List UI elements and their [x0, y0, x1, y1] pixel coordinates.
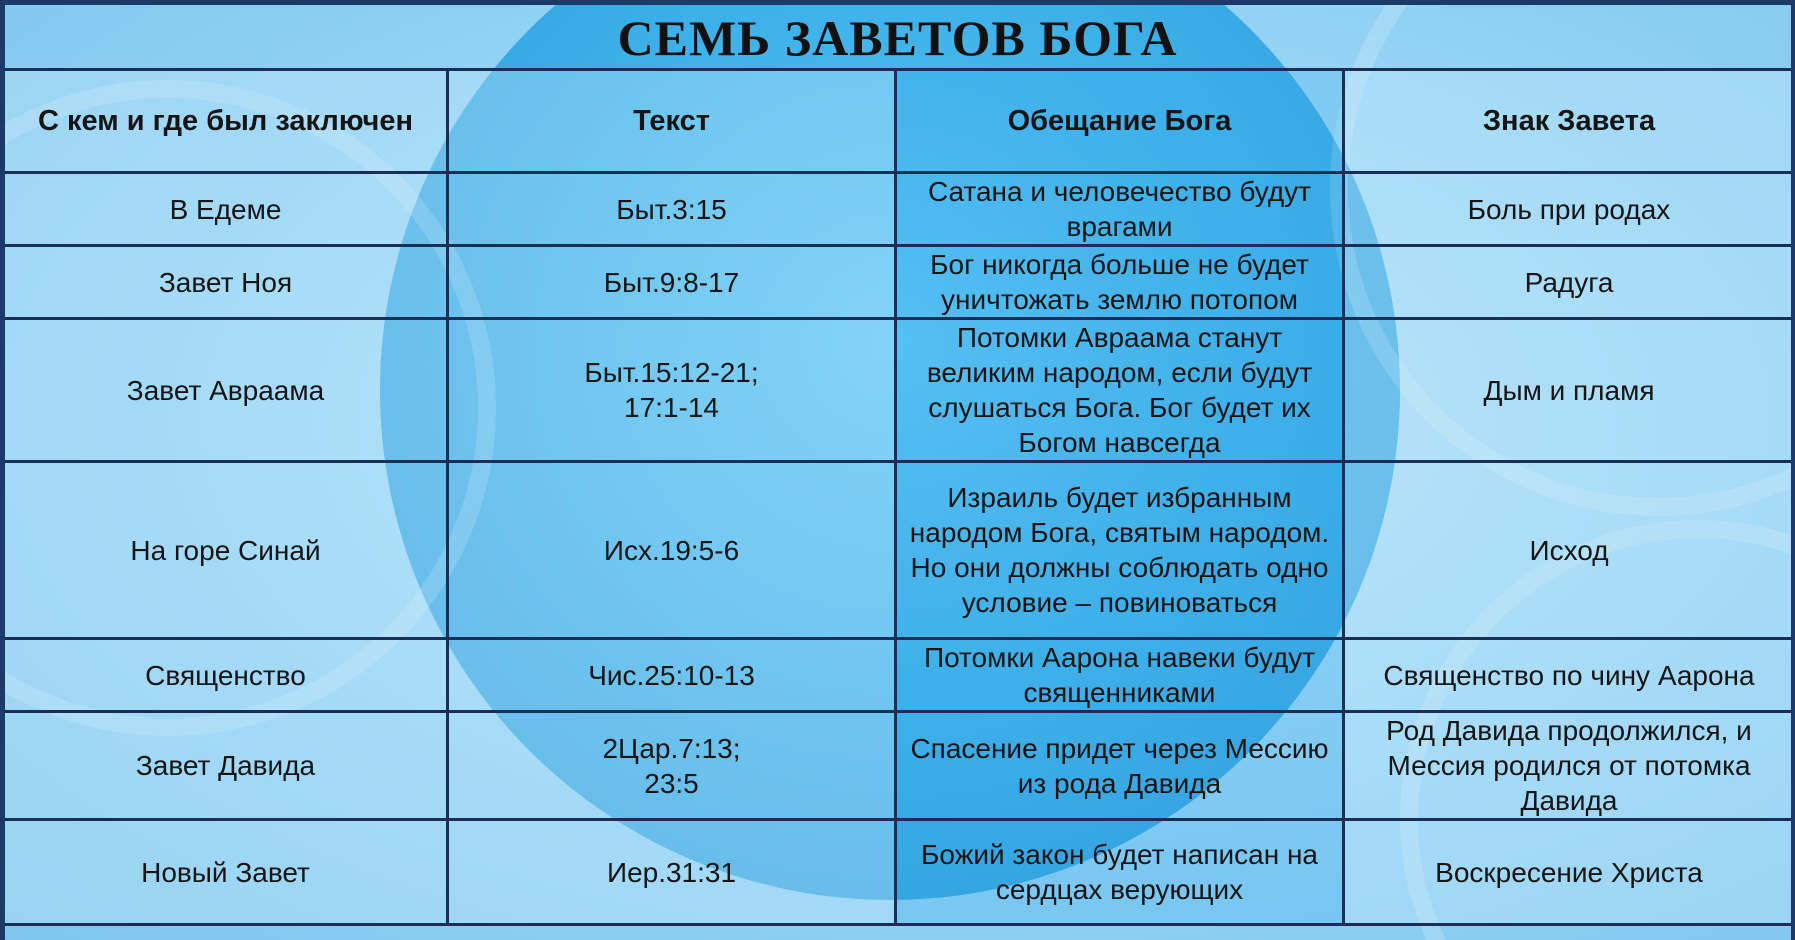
table-row: [4, 173, 1795, 246]
cell-sign: Боль при родах: [1344, 173, 1795, 246]
header-promise: Обещание Бога: [896, 70, 1344, 173]
cell-where: Священство: [4, 639, 448, 712]
cell-promise: Потомки Аарона навеки будут священниками: [896, 639, 1344, 712]
cell-text: Быт.3:15: [448, 173, 896, 246]
cell-sign: Дым и пламя: [1344, 319, 1795, 462]
cell-sign: Род Давида продолжился, и Мессия родился от потомка Давида: [1344, 712, 1795, 820]
cell-promise: Потомки Авраама станут великим народом, если будут слушаться Бога. Бог будет их Богом навсегда: [896, 319, 1344, 462]
cell-promise: Израиль будет избранным народом Бога, святым народом. Но они должны соблюдать одно условие – повиноваться: [896, 462, 1344, 639]
table-row: [4, 639, 1795, 712]
table-row: [4, 319, 1795, 462]
table-header-row: [4, 70, 1795, 173]
cell-text: Исх.19:5-6: [448, 462, 896, 639]
cell-promise: Бог никогда больше не будет уничтожать землю потопом: [896, 246, 1344, 319]
header-sign: Знак Завета: [1344, 70, 1795, 173]
cell-text: Быт.9:8-17: [448, 246, 896, 319]
cell-where: На горе Синай: [4, 462, 448, 639]
cell-text: Чис.25:10-13: [448, 639, 896, 712]
table-row: [4, 712, 1795, 820]
table-row: [4, 462, 1795, 639]
cell-text: Быт.15:12-21; 17:1-14: [448, 319, 896, 462]
cell-where: Новый Завет: [4, 820, 448, 925]
cell-where: Завет Авраама: [4, 319, 448, 462]
cell-promise: Спасение придет через Мессию из рода Давида: [896, 712, 1344, 820]
cell-where: Завет Ноя: [4, 246, 448, 319]
covenants-table: [2, 68, 1795, 926]
cell-promise: Сатана и человечество будут врагами: [896, 173, 1344, 246]
header-where: С кем и где был заключен: [4, 70, 448, 173]
cell-sign: Исход: [1344, 462, 1795, 639]
cell-sign: Священство по чину Аарона: [1344, 639, 1795, 712]
header-text: Текст: [448, 70, 896, 173]
cell-where: Завет Давида: [4, 712, 448, 820]
page-title: СЕМЬ ЗАВЕТОВ БОГА: [617, 10, 1178, 66]
table-row: [4, 820, 1795, 925]
cell-promise: Божий закон будет написан на сердцах верующих: [896, 820, 1344, 925]
table-row: [4, 246, 1795, 319]
cell-text: 2Цар.7:13; 23:5: [448, 712, 896, 820]
cell-sign: Радуга: [1344, 246, 1795, 319]
cell-sign: Воскресение Христа: [1344, 820, 1795, 925]
cell-where: В Едеме: [4, 173, 448, 246]
cell-text: Иер.31:31: [448, 820, 896, 925]
